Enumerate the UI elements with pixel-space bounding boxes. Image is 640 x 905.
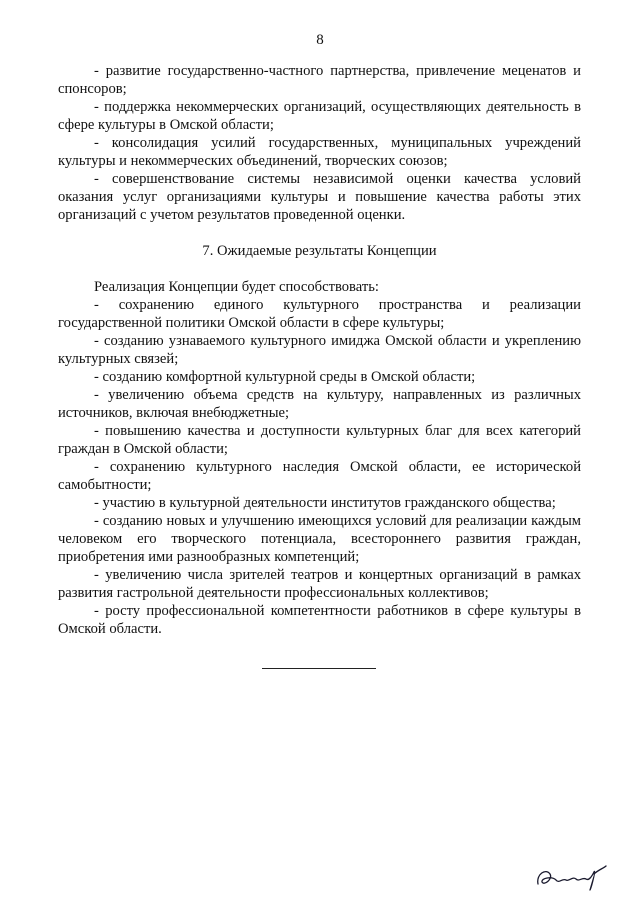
list-item: - участию в культурной деятельности институтов гражданского общества; xyxy=(94,495,556,511)
list-item: - совершенствование системы независимой оценки качества условий оказания услуг организациями культуры и повышение качества работы этих организаций с учетом результатов проведенной оценки. xyxy=(58,171,581,223)
section-intro: Реализация Концепции будет способствовать: xyxy=(94,279,379,295)
page-number: 8 xyxy=(316,32,324,48)
closing-divider xyxy=(262,668,376,669)
list-item: - увеличению объема средств на культуру, направленных из различных источников, включая внебюджетные; xyxy=(58,387,581,421)
list-item: - развитие государственно-частного партнерства, привлечение меценатов и спонсоров; xyxy=(58,63,581,97)
signature-icon xyxy=(532,860,612,894)
list-item: - консолидация усилий государственных, муниципальных учреждений культуры и некоммерческих объединений, творческих союзов; xyxy=(58,135,581,169)
list-item: - повышению качества и доступности культурных благ для всех категорий граждан в Омской области; xyxy=(58,423,581,457)
list-item: - сохранению культурного наследия Омской области, ее исторической самобытности; xyxy=(58,459,581,493)
list-item: - сохранению единого культурного пространства и реализации государственной политики Омской области в сфере культуры; xyxy=(58,297,581,331)
list-item: - увеличению числа зрителей театров и концертных организаций в рамках развития гастрольной деятельности профессиональных коллективов; xyxy=(58,567,581,601)
list-item: - созданию комфортной культурной среды в Омской области; xyxy=(94,369,476,385)
list-item: - созданию узнаваемого культурного имиджа Омской области и укреплению культурных связей; xyxy=(58,333,581,367)
list-item: - росту профессиональной компетентности работников в сфере культуры в Омской области. xyxy=(58,603,581,637)
list-item: - поддержка некоммерческих организаций, осуществляющих деятельность в сфере культуры в Омской области; xyxy=(58,99,581,133)
section-heading: 7. Ожидаемые результаты Концепции xyxy=(202,243,437,259)
list-item: - созданию новых и улучшению имеющихся условий для реализации каждым человеком его творческого потенциала, всестороннего развития граждан, приобретения ими разнообразных компетенций; xyxy=(58,513,581,565)
document-body xyxy=(58,62,581,638)
